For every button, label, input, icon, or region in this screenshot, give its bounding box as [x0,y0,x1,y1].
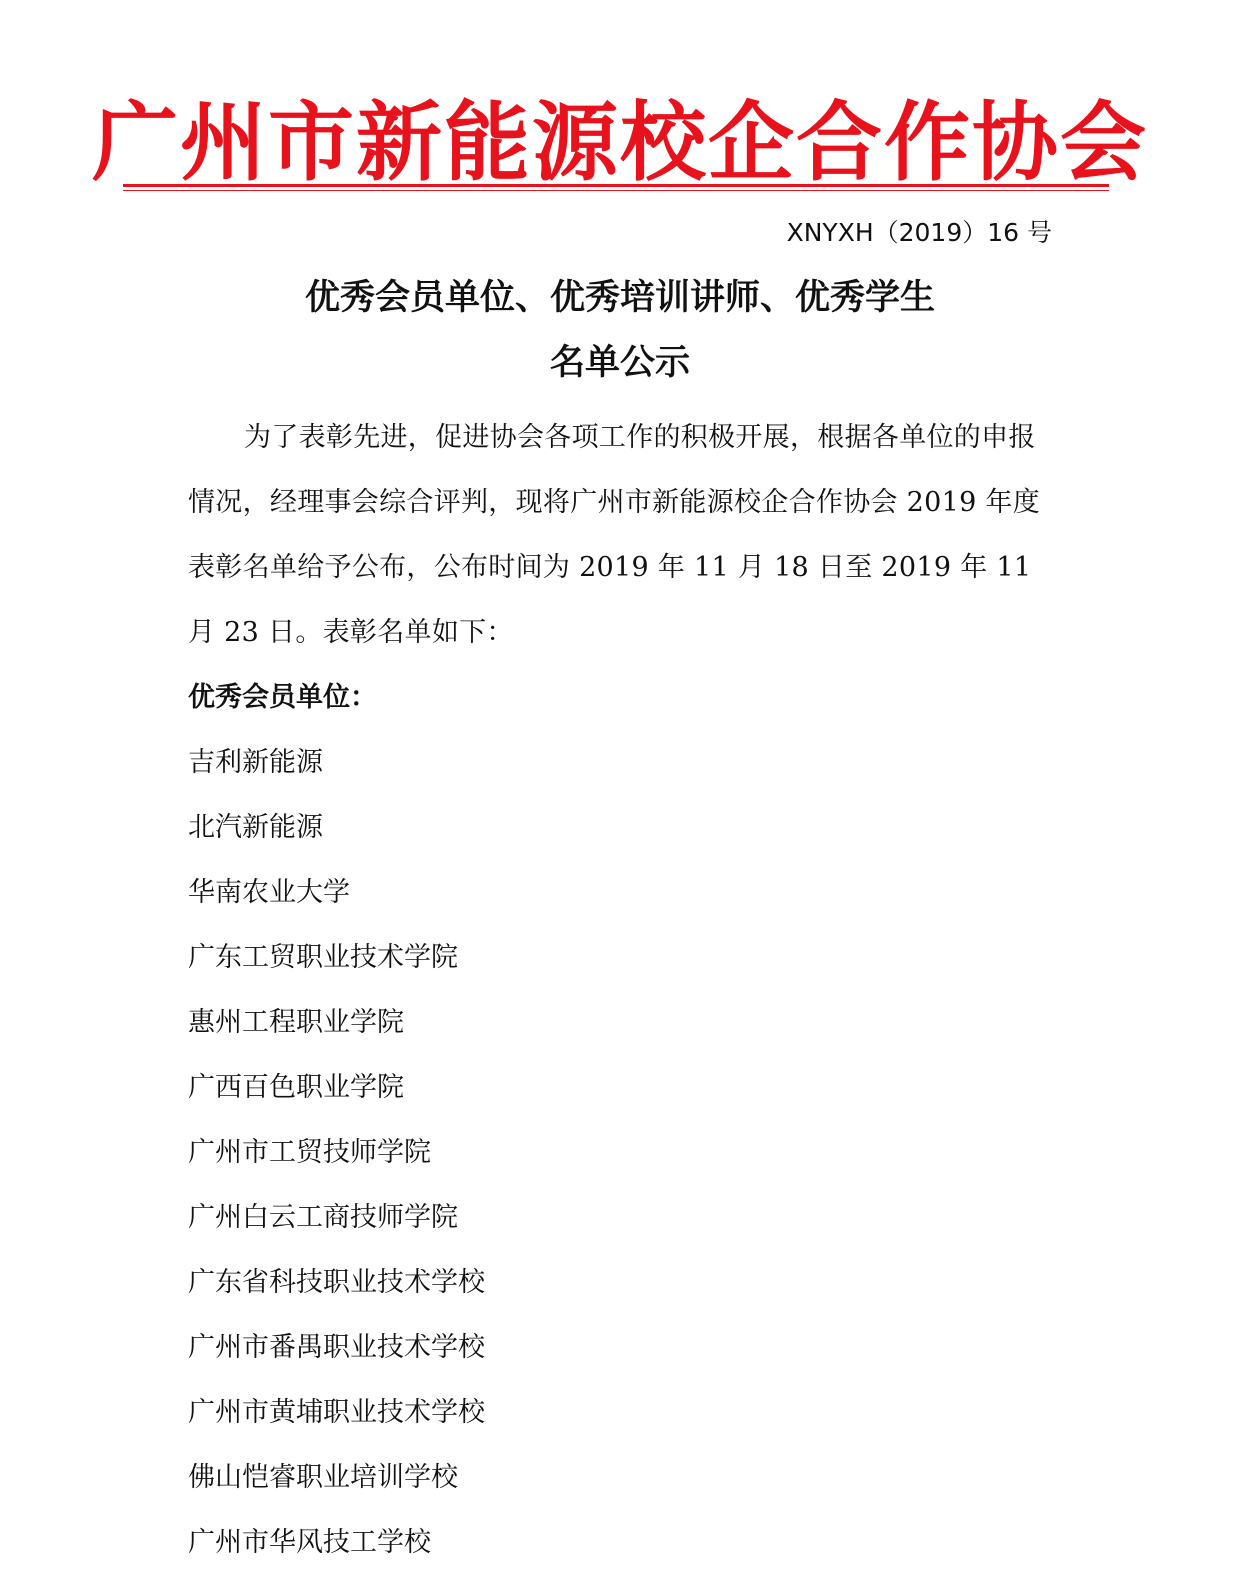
list-item: 广州市工贸技师学院 [188,1137,431,1168]
list-item: 惠州工程职业学院 [188,1007,404,1038]
member-unit-list [188,730,1054,1575]
list-item: 吉利新能源 [188,747,323,778]
list-item: 广州市华风技工学校 [188,1527,431,1558]
document-title-line1: 优秀会员单位、优秀培训讲师、优秀学生 [304,278,935,318]
document-number: XNYXH（2019）16 号 [786,218,1052,247]
list-item: 广西百色职业学院 [188,1072,404,1103]
document-title-line2: 名单公示 [549,343,690,383]
list-item: 广州市黄埔职业技术学校 [188,1397,485,1428]
section-heading: 优秀会员单位： [188,682,377,713]
list-item: 北汽新能源 [188,812,323,843]
list-item: 华南农业大学 [188,877,350,908]
list-item: 广东工贸职业技术学院 [188,942,458,973]
list-item: 佛山恺睿职业培训学校 [188,1462,458,1493]
masthead-rule-thin [123,190,1109,191]
list-item: 广州市番禺职业技术学校 [188,1332,485,1363]
document-body [188,405,1054,1575]
list-item: 广州白云工商技师学院 [188,1202,458,1233]
intro-paragraph: 为了表彰先进，促进协会各项工作的积极开展，根据各单位的申报情况，经理事会综合评判，现将广州市新能源校企合作协会 2019 年度表彰名单给予公布，公布时间为 2019 年 11 月 18 日至 2019 年 11 月 23 日。表彰名单如下： [188,422,1041,648]
list-item: 广东省科技职业技术学校 [188,1267,485,1298]
organization-masthead: 广州市新能源校企合作协会 [92,93,1148,193]
masthead-rule [123,184,1109,187]
